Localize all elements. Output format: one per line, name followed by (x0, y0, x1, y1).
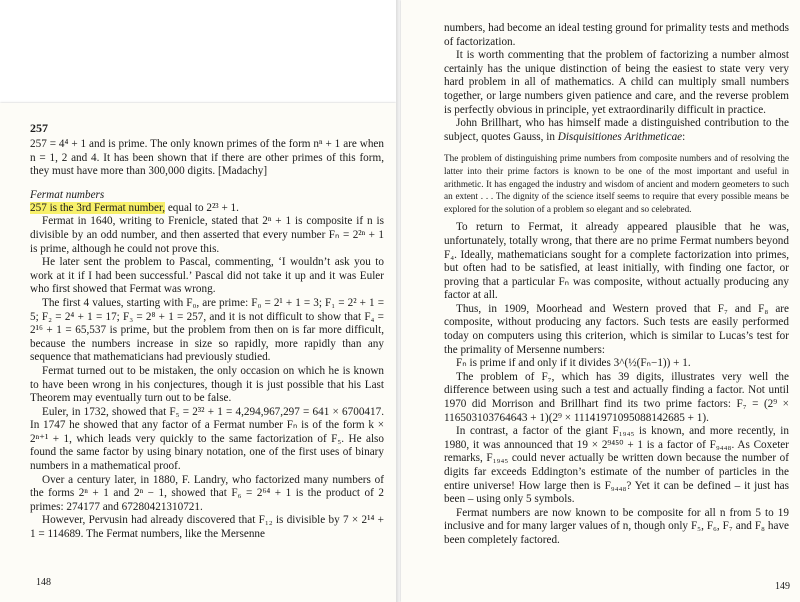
number-heading: 257 (30, 121, 48, 135)
gauss-colon: : (682, 130, 686, 143)
right-paragraph: It is worth commenting that the problem of factorizing a number almost certainly has the unique distinction of being the easiest to state very very hard problem in all of mathematics. A child can multiply small numbers together, or large numbers given patience and care, and the reverse problem is perfectly obvious in principle, yet extraordinarily difficult in practice. (444, 49, 789, 116)
gauss-quote: The problem of distinguishing prime numbers from composite numbers and of resolving the latter into their prime factors is known to be one of the most important and useful in arithmetic. It has engaged the industry and wisdom of ancient and modern geometers to such an extent . . . The dignity of the science itself seems to require that every possible means be explored for the solution of a problem so elegant and so celebrated. (444, 153, 789, 214)
left-paragraph: Fermat in 1640, writing to Frenicle, stated that 2ⁿ + 1 is composite if n is divisible by an odd number, and then asserted that every number Fₙ = 2²ⁿ + 1 is prime, although he could not prove this. (30, 215, 384, 255)
left-paragraph: Euler, in 1732, showed that F₅ = 2³² + 1 = 4,294,967,297 = 641 × 6700417. In 1747 he showed that any factor of a Fermat number Fₙ is of the form k × 2ⁿ⁺¹ + 1, which leads very quickly to the same factorization of F₅. He also found the same factor by using binary notation, one of the first uses of binary numbers in a mathematical proof. (30, 405, 384, 473)
section-title: Fermat numbers (30, 188, 105, 201)
right-paragraph: Thus, in 1909, Moorhead and Western proved that F₇ and F₈ are composite, without producing any factors. Such tests are easily performed today on computers using this criterion, which is similar to Lucas’s test for the primality of Mersenne numbers: (444, 302, 789, 356)
left-page (0, 103, 396, 602)
gauss-intro-text: John Brillhart, who has himself made a distinguished contribution to the subject, quotes Gauss, in (444, 117, 789, 143)
intro-paragraph: 257 = 4⁴ + 1 and is prime. The only known primes of the form nⁿ + 1 are when n = 1, 2 and 4. It has been shown that if there are other primes of this form, they must have more than 300,000 digits. [Madachy] (30, 138, 384, 178)
gauss-intro-paragraph (444, 117, 789, 144)
page-number-right: 149 (775, 581, 790, 592)
lead-line-rest: equal to 2²³ + 1. (165, 201, 239, 214)
left-paragraph: He later sent the problem to Pascal, commenting, ‘I wouldn’t ask you to work at it if I had been successful.’ Pascal did not take it up and it was Euler who first showed that Fermat was wrong. (30, 256, 384, 296)
gauss-work-title: Disquisitiones Arithmeticae (557, 130, 683, 143)
right-paragraph: In contrast, a factor of the giant F₁₉₄₅ is known, and more recently, in 1980, it was announced that 19 × 2⁹⁴⁵⁰ + 1 is a factor of F₉₄₄₈. As Coxeter remarks, F₁₉₄₅ could never actually be written down because the number of digits far exceeds Eddington’s estimate of the number of particles in the entire universe! How large then is F₉₄₄₈? Yet it can be defined – it just has been – using only 5 symbols. (444, 425, 789, 506)
page-number-left: 148 (36, 577, 51, 588)
highlighted-text: 257 is the 3rd Fermat number, (30, 201, 166, 214)
left-paragraph: However, Pervusin had already discovered that F₁₂ is divisible by 7 × 2¹⁴ + 1 = 114689. The Fermat numbers, like the Mersenne (30, 514, 384, 541)
fermat-lead-line (30, 202, 384, 216)
left-paragraph: Over a century later, in 1880, F. Landry, who factorized many numbers of the forms 2ⁿ + 1 and 2ⁿ − 1, showed that F₆ = 2⁶⁴ + 1 is the product of 2 primes: 274177 and 67280421310721. (30, 473, 384, 513)
left-paragraph: Fermat turned out to be mistaken, the only occasion on which he is known to have been wrong in his conjectures, though it is just possible that his Last Theorem may eventually turn out to be false. (30, 364, 384, 405)
primality-criterion: Fₙ is prime if and only if it divides 3^(½(Fₙ−1)) + 1. (456, 357, 691, 370)
right-paragraph: To return to Fermat, it already appeared plausible that he was, unfortunately, totally wrong, that there are no prime Fermat numbers beyond F₄. Ideally, mathematicians sought for a complete factorization into primes, but often had to be satisfied, at least initially, with finding one factor, or proving that a particular Fₙ was composite, without actually producing any factor at all. (444, 221, 789, 302)
right-paragraph: numbers, had become an ideal testing ground for primality tests and methods of factorization. (444, 22, 789, 48)
left-paragraph: The first 4 values, starting with F₀, are prime: F₀ = 2¹ + 1 = 3; F₁ = 2² + 1 = 5; F₂ = 2⁴ + 1 = 17; F₃ = 2⁸ + 1 = 257, and it is not difficult to show that F₄ = 2¹⁶ + 1 = 65,537 is prime, but the problem from then on is far more difficult, because the numbers increase in size so rapidly, more rapidly than any sequence that mathematicians had previously studied. (30, 296, 384, 364)
right-paragraph: The problem of F₇, which has 39 digits, illustrates very well the difference between using such a test and actually finding a factor. Not until 1970 did Morrison and Brillhart find its two prime factors: F₇ = (2⁹ × 116503103764643 + 1)(2⁹ × 11141971095088142685 + 1). (444, 370, 789, 424)
right-paragraph: Fermat numbers are now known to be composite for all n from 5 to 19 inclusive and for many larger values of n, though only F₅, F₆, F₇ and F₈ have been completely factored. (444, 506, 789, 546)
right-page (401, 0, 800, 602)
